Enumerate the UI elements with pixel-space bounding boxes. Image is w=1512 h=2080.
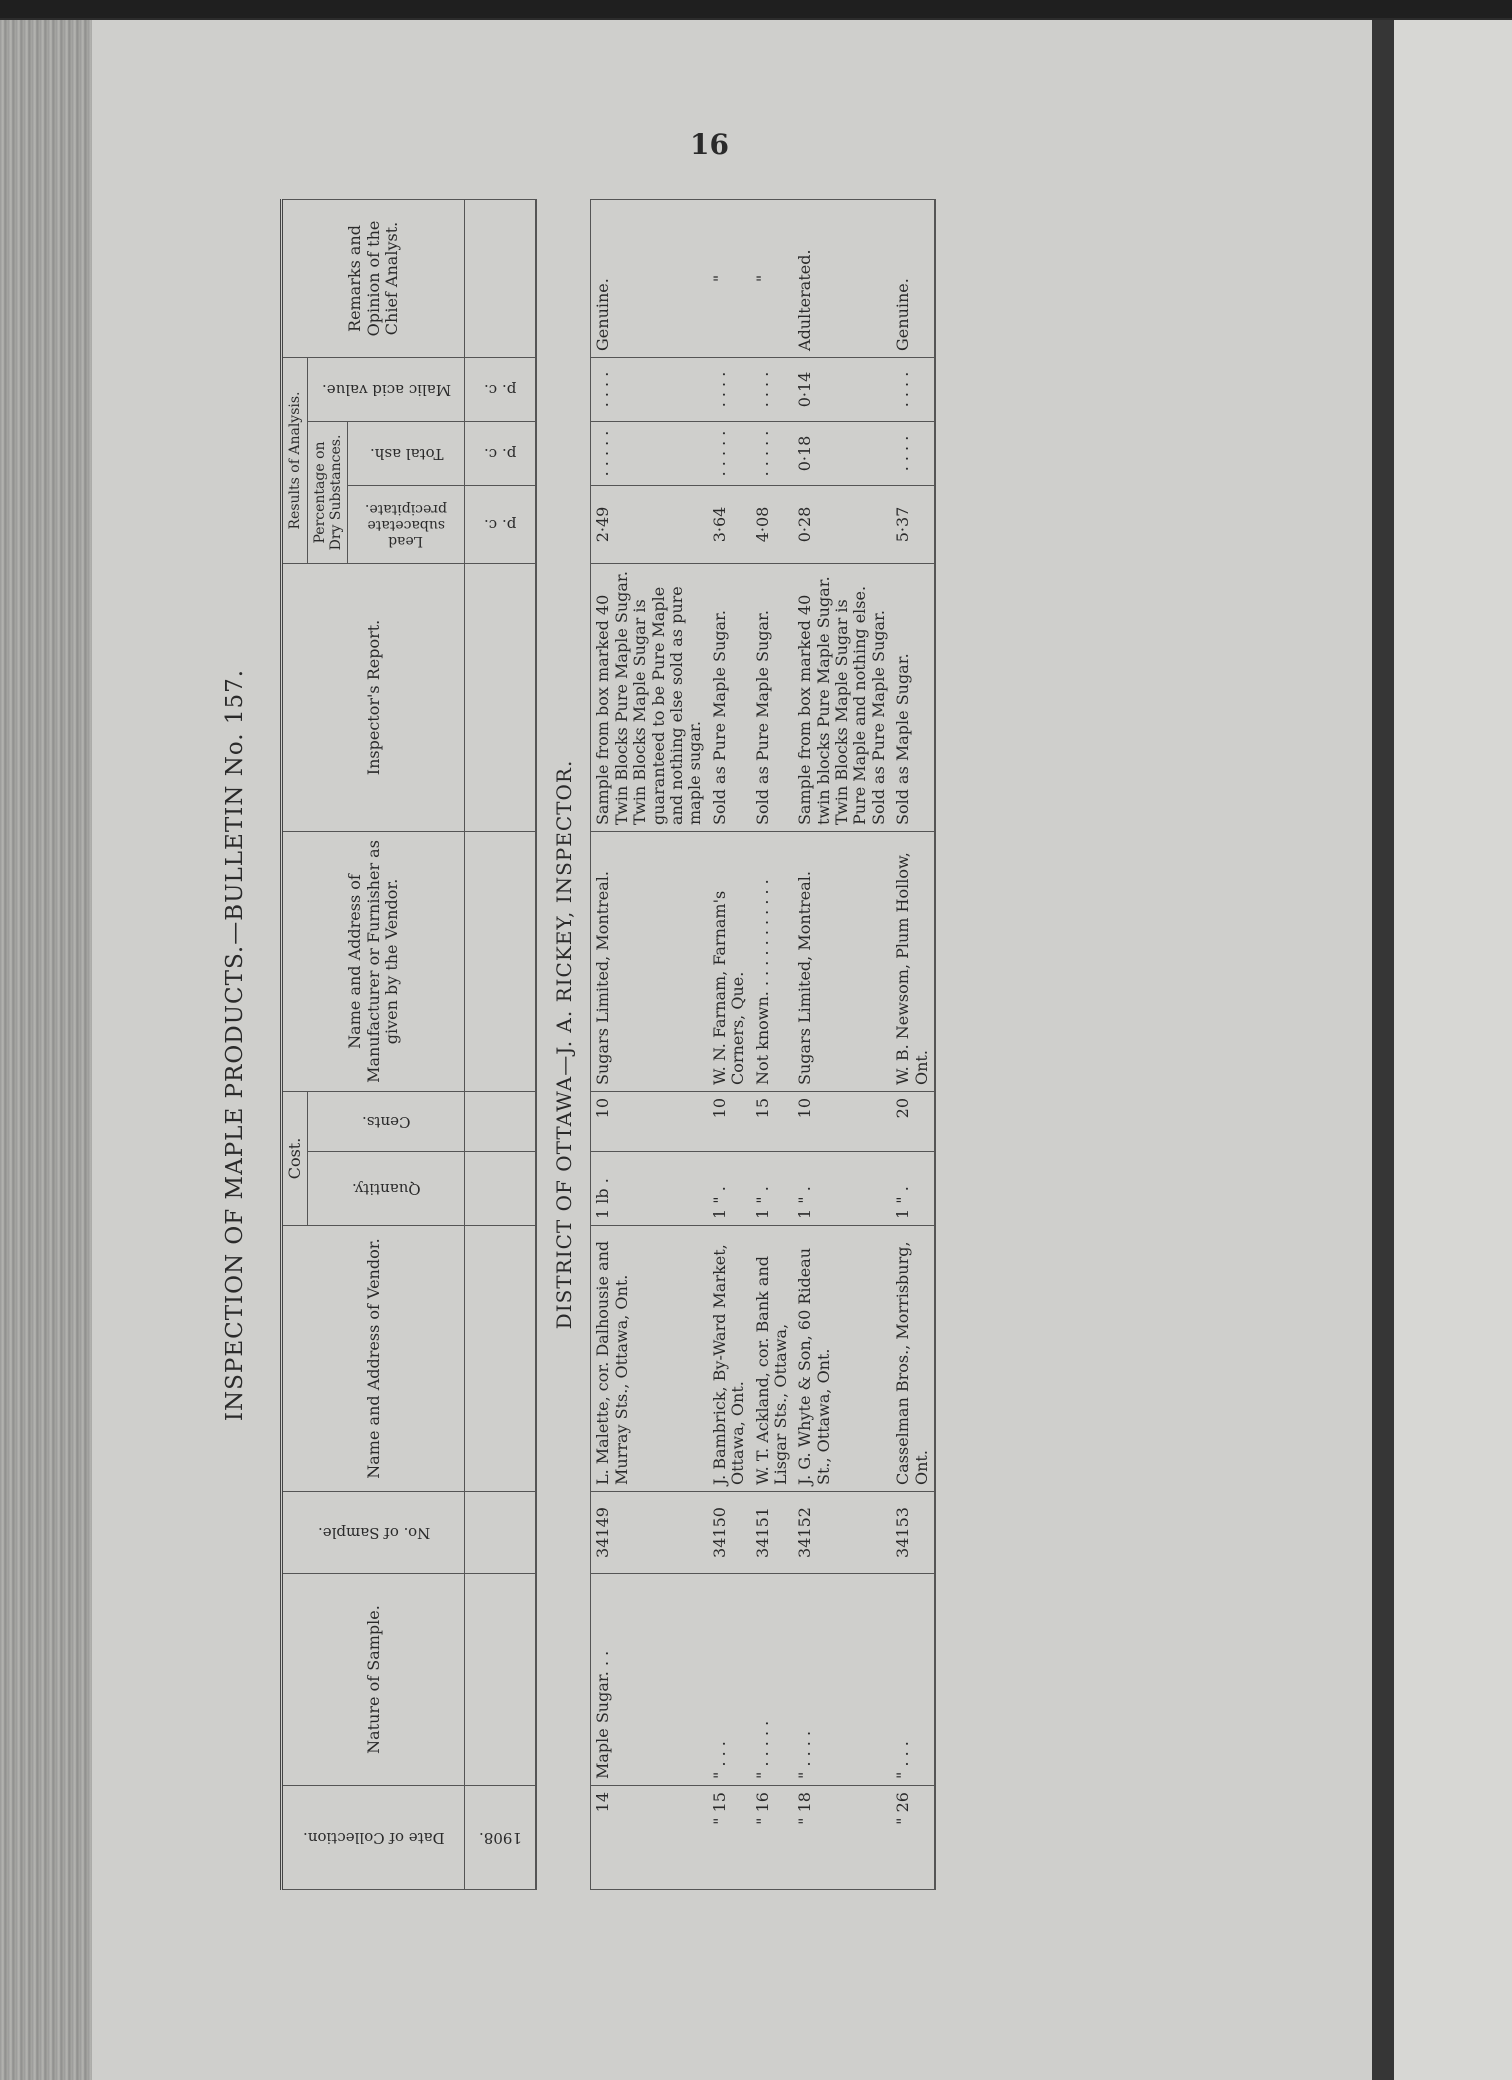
cell-vendor: W. T. Ackland, cor. Bank and Lisgar Sts., Ottawa, [751, 1226, 794, 1492]
header-cost: Cost. [282, 1091, 308, 1225]
page-number: 16 [690, 128, 729, 161]
cell-cents: 20 [891, 1091, 935, 1151]
cell-cents: 10 [591, 1091, 708, 1151]
cell-manufacturer: W. B. Newsom, Plum Hollow, Ont. [891, 831, 935, 1091]
cell-manufacturer: Sugars Limited, Montreal. [793, 831, 891, 1091]
cell-quantity: 1 " . [751, 1152, 794, 1226]
header-malic: Malic acid value. [308, 357, 465, 421]
cell-report: Sold as Maple Sugar. [891, 563, 935, 831]
cell-report: Sold as Pure Maple Sugar. [751, 563, 794, 831]
cell-vendor: J. G. Whyte & Son, 60 Rideau St., Ottawa, Ont. [793, 1226, 891, 1492]
cell-ash: . . . . . [591, 421, 708, 485]
cell-sample-no: 34150 [708, 1492, 751, 1574]
cell-date: " 15 [708, 1786, 751, 1890]
cell-report: Sold as Pure Maple Sugar. [708, 563, 751, 831]
cell-manufacturer: Not known. . . . . . . . . . . . [751, 831, 794, 1091]
cell-date: " 18 [793, 1786, 891, 1890]
cell-lead: 3·64 [708, 485, 751, 563]
cell-quantity: 1 lb . [591, 1152, 708, 1226]
cell-quantity: 1 " . [891, 1152, 935, 1226]
cell-sample-no: 34152 [793, 1492, 891, 1574]
header-percentage: Percentage on Dry Substances. [308, 421, 348, 563]
cell-lead: 2·49 [591, 485, 708, 563]
header-cents: Cents. [308, 1091, 465, 1151]
cell-sample-no: 34149 [591, 1492, 708, 1574]
cell-malic: . . . . [708, 357, 751, 421]
gutter-shadow [1372, 20, 1394, 2080]
cell-manufacturer: W. N. Farnam, Farnam's Corners, Que. [708, 831, 751, 1091]
header-sample-no: No. of Sample. [282, 1492, 465, 1574]
header-remarks: Remarks and Opinion of the Chief Analyst. [282, 199, 465, 357]
header-quantity: Quantity. [308, 1152, 465, 1226]
cell-lead: 4·08 [751, 485, 794, 563]
district-row [536, 199, 591, 1889]
unit-ash: p. c. [465, 421, 537, 485]
header-results: Results of Analysis. [282, 357, 308, 563]
cell-lead: 0·28 [793, 485, 891, 563]
cell-ash: . . . . [891, 421, 935, 485]
cell-vendor: L. Malette, cor. Dalhousie and Murray Sts., Ottawa, Ont. [591, 1226, 708, 1492]
district-heading: DISTRICT OF OTTAWA—J. A. RICKEY, INSPECTOR. [536, 199, 591, 1889]
header-inspector-report: Inspector's Report. [282, 563, 465, 831]
header-vendor: Name and Address of Vendor. [282, 1226, 465, 1492]
table-row [891, 199, 935, 1889]
cell-date: " 26 [891, 1786, 935, 1890]
cell-malic: . . . . [891, 357, 935, 421]
cell-remarks: Genuine. [591, 199, 708, 357]
facing-page-strip [1380, 20, 1512, 2080]
cell-report: Sample from box marked 40 Twin Blocks Pure Maple Sugar. Twin Blocks Maple Sugar is guaranteed to be Pure Maple and nothing else sold as pure maple sugar. [591, 563, 708, 831]
header-manufacturer: Name and Address of Manufacturer or Furnisher as given by the Vendor. [282, 831, 465, 1091]
header-lead: Lead subacetate precipitate. [348, 485, 465, 563]
cell-cents: 15 [751, 1091, 794, 1151]
cell-malic: . . . . [751, 357, 794, 421]
cell-nature: " . . . [891, 1574, 935, 1786]
table-row [708, 199, 751, 1889]
cell-nature: " . . . . . [751, 1574, 794, 1786]
page-title: INSPECTION OF MAPLE PRODUCTS.—BULLETIN No. 157. [222, 668, 248, 1422]
cell-nature: " . . . . [793, 1574, 891, 1786]
inspection-table [280, 199, 936, 1890]
cell-remarks: " [751, 199, 794, 357]
cell-date: " 16 [751, 1786, 794, 1890]
header-row-1 [282, 199, 308, 1889]
units-row [465, 199, 537, 1889]
cell-nature: Maple Sugar. . . [591, 1574, 708, 1786]
scan-top-border [0, 0, 1512, 18]
table-row [751, 199, 794, 1889]
cell-cents: 10 [793, 1091, 891, 1151]
unit-lead: p. c. [465, 485, 537, 563]
cell-ash: . . . . . [708, 421, 751, 485]
cell-malic: . . . . [591, 357, 708, 421]
cell-report: Sample from box marked 40 twin blocks Pure Maple Sugar. Twin Blocks Maple Sugar is Pure Maple and nothing else. Sold as Pure Maple Sugar. [793, 563, 891, 831]
cell-sample-no: 34153 [891, 1492, 935, 1574]
unit-malic: p. c. [465, 357, 537, 421]
cell-quantity: 1 " . [708, 1152, 751, 1226]
cell-sample-no: 34151 [751, 1492, 794, 1574]
year-label: 1908. [465, 1786, 537, 1890]
header-ash: Total ash. [348, 421, 465, 485]
cell-vendor: Casselman Bros., Morrisburg, Ont. [891, 1226, 935, 1492]
header-date: Date of Collection. [282, 1786, 465, 1890]
table-row [591, 199, 708, 1889]
cell-remarks: Adulterated. [793, 199, 891, 357]
cell-cents: 10 [708, 1091, 751, 1151]
cell-manufacturer: Sugars Limited, Montreal. [591, 831, 708, 1091]
cell-ash: 0·18 [793, 421, 891, 485]
cell-ash: . . . . . [751, 421, 794, 485]
cell-lead: 5·37 [891, 485, 935, 563]
rotated-table-block [222, 200, 1202, 1890]
cell-remarks: Genuine. [891, 199, 935, 357]
header-nature: Nature of Sample. [282, 1574, 465, 1786]
cell-vendor: J. Bambrick, By-Ward Market, Ottawa, Ont. [708, 1226, 751, 1492]
cell-nature: " . . . [708, 1574, 751, 1786]
book-page-edges [0, 20, 92, 2080]
cell-quantity: 1 " . [793, 1152, 891, 1226]
cell-date: 14 [591, 1786, 708, 1890]
table-row [793, 199, 891, 1889]
cell-remarks: " [708, 199, 751, 357]
cell-malic: 0·14 [793, 357, 891, 421]
